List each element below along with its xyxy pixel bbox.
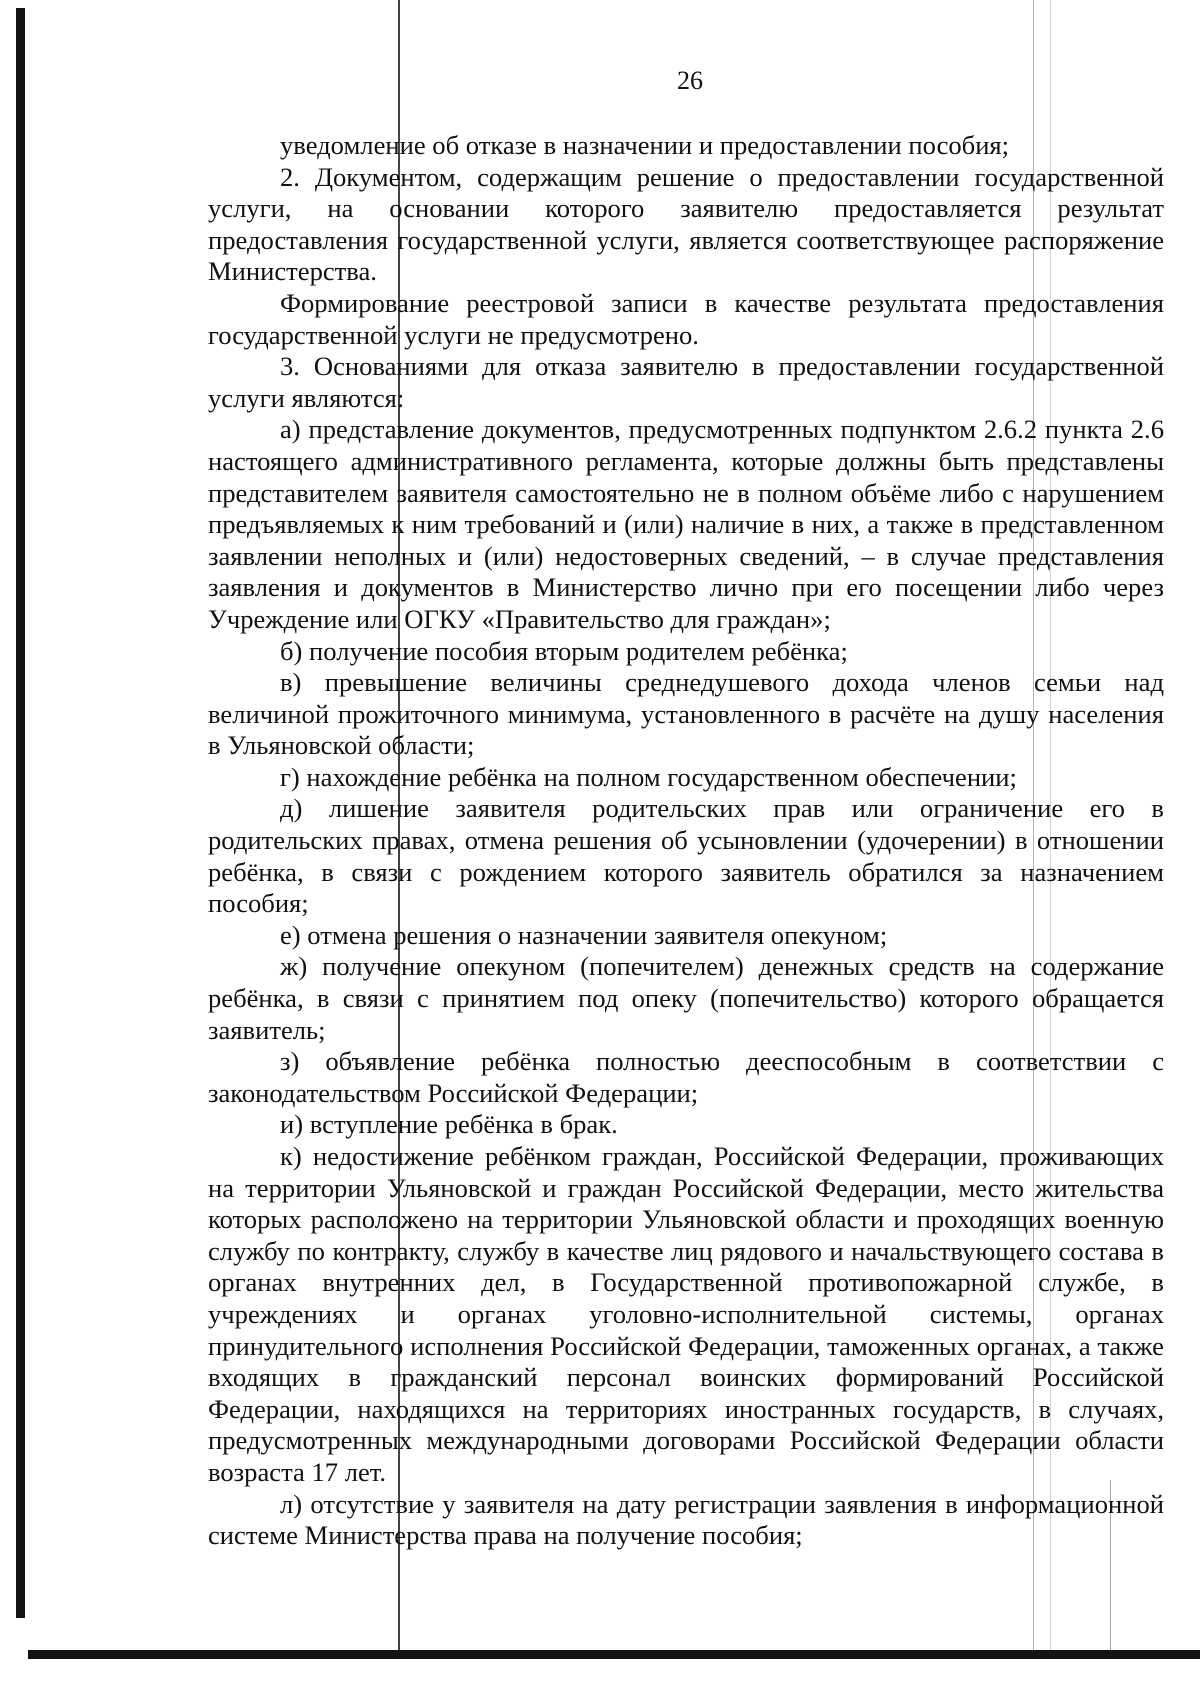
scan-border-bottom [28, 1650, 1200, 1659]
paragraph-clause-2: 2. Документом, содержащим решение о предоставлении государственной услуги, на основании которого заявителю предоставляется результат предоставления государственной услуги, является соответствующее распоряжение Министерства. [208, 161, 1164, 287]
paragraph-item-k: к) недостижение ребёнком граждан, Российской Федерации, проживающих на территории Ульяновской и граждан Российской Федерации, место жительства которых расположено на территории Ульяновской области и проходящих военную службу по контракту, службу в качестве лиц рядового и начальствующего состава в органах внутренних дел, в Государственной противопожарной службе, в учреждениях и органах уголовно-исполнительной системы, органах принудительного исполнения Российской Федерации, таможенных органах, а также входящих в гражданский персонал воинских формирований Российской Федерации, находящихся на территориях иностранных государств, в случаях, предусмотренных международными договорами Российской Федерации области возраста 17 лет. [208, 1141, 1164, 1487]
paragraph-item-zh: ж) получение опекуном (попечителем) денежных средств на содержание ребёнка, в связи с принятием под опеку (попечительство) которого обращается заявитель; [208, 951, 1164, 1045]
paragraph-item-i: и) вступление ребёнка в брак. [280, 1109, 618, 1140]
paragraph-item-e: е) отмена решения о назначении заявителя опекуном; [280, 919, 888, 950]
paragraph-item-a: а) представление документов, предусмотренных подпунктом 2.6.2 пункта 2.6 настоящего административного регламента, которые должны быть представлены представителем заявителя самостоятельно не в полном объёме либо с нарушением предъявляемых к ним требований и (или) наличие в них, а также в представленном заявлении неполных и (или) недостоверных сведений, – в случае представления заявления и документов в Министерство лично при его посещении либо через Учреждение или ОГКУ «Правительство для граждан»; [208, 414, 1164, 634]
paragraph-item-b: б) получение пособия вторым родителем ребёнка; [280, 635, 848, 666]
paragraph-clause-3: 3. Основаниями для отказа заявителю в предоставлении государственной услуги являются: [208, 351, 1164, 413]
paragraph-item-g: г) нахождение ребёнка на полном государственном обеспечении; [280, 761, 1017, 792]
paragraph-item-l: л) отсутствие у заявителя на дату регистрации заявления в информационной системе Министерства права на получение пособия; [208, 1488, 1164, 1551]
paragraph-item-z: з) объявление ребёнка полностью дееспособным в соответствии с законодательством Российской Федерации; [208, 1046, 1164, 1108]
document-body [208, 130, 1164, 1552]
paragraph-item-v: в) превышение величины среднедушевого дохода членов семьи над величиной прожиточного минимума, установленного в расчёте на душу населения в Ульяновской области; [208, 667, 1164, 761]
paragraph-item-d: д) лишение заявителя родительских прав или ограничение его в родительских правах, отмена решения об усыновлении (удочерении) в отношении ребёнка, в связи с рождением которого заявитель обратился за назначением пособия; [208, 793, 1164, 919]
paragraph-registry-record: Формирование реестровой записи в качестве результата предоставления государственной услуги не предусмотрено. [208, 287, 1164, 350]
scan-border-left [16, 8, 25, 1618]
page-number: 26 [677, 66, 703, 95]
paragraph-notice: уведомление об отказе в назначении и предоставлении пособия; [280, 130, 1010, 160]
